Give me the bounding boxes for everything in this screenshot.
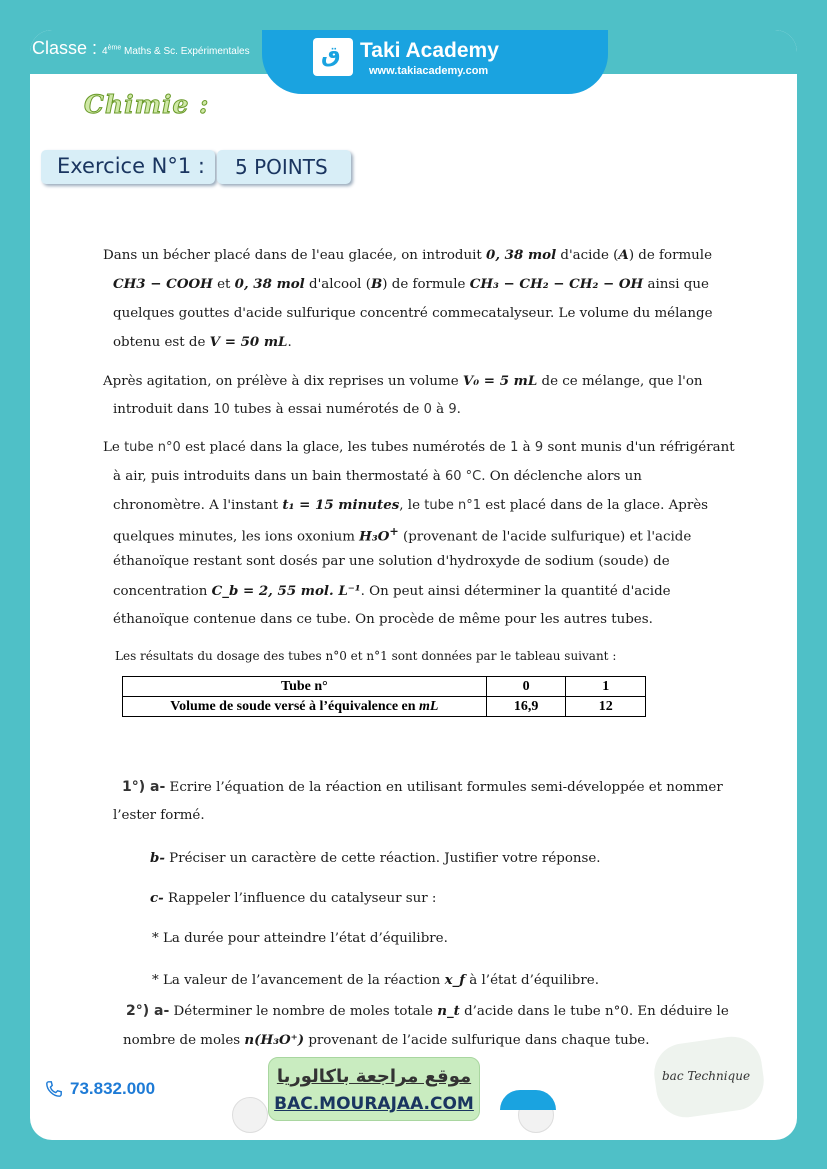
para3-line5: éthanoïque restant sont dosés par une solution d'hydroxyde de sodium (soude) de [113, 554, 670, 569]
exercise-title: Exercice N°1 : [57, 154, 205, 178]
exercise-points: 5 POINTS [235, 155, 328, 179]
table-cell: 12 [566, 697, 646, 717]
para3-line7: éthanoïque contenue dans ce tube. On procède de même pour les autres tubes. [113, 612, 653, 627]
para3-line2: à air, puis introduits dans un bain thermostaté à 60 °C. On déclenche alors un [113, 469, 642, 484]
class-label: Classe : 4ème Maths & Sc. Expérimentales [32, 38, 250, 58]
question-1c-bullet2: * La valeur de l’avancement de la réaction x_f à l’état d’équilibre. [152, 972, 599, 988]
brand-url: www.takiacademy.com [369, 65, 489, 77]
emblem-icon [232, 1097, 268, 1133]
para3-line6: concentration C_b = 2, 55 mol. L⁻¹. On peut ainsi déterminer la quantité d'acide [113, 583, 671, 599]
para1-line2: CH3 − COOH et 0, 38 mol d'alcool (B) de formule CH₃ − CH₂ − CH₂ − OH ainsi que [113, 276, 709, 292]
banner-url-link[interactable]: BAC.MOURAJAA.COM [274, 1094, 474, 1114]
para3-line8: Les résultats du dosage des tubes n°0 et n°1 sont données par le tableau suivant : [115, 649, 617, 663]
section-title: Chimie : [84, 90, 210, 119]
table-cell: 1 [566, 677, 646, 697]
phone-icon [45, 1080, 63, 1098]
para3-line3: chronomètre. A l'instant t₁ = 15 minutes, le tube n°1 est placé dans de la glace. Après [113, 497, 709, 513]
para3-line1: Le tube n°0 est placé dans la glace, les tubes numérotés de 1 à 9 sont munis d'un réfrigérant [103, 440, 735, 455]
para1-line4: obtenu est de V = 50 mL. [113, 334, 292, 350]
bac-mourajaa-banner[interactable] [268, 1057, 480, 1121]
table-cell: 16,9 [486, 697, 566, 717]
question-1c-bullet1: * La durée pour atteindre l’état d’équilibre. [152, 931, 448, 946]
question-1b: b- Préciser un caractère de cette réaction. Justifier votre réponse. [150, 850, 601, 866]
table-cell: Volume de soude versé à l’équivalence en mL [123, 697, 487, 717]
para1-line1: Dans un bécher placé dans de l'eau glacée, on introduit 0, 38 mol d'acide (A) de formule [103, 247, 712, 263]
para2-line1: Après agitation, on prélève à dix reprises un volume V₀ = 5 mL de ce mélange, que l'on [103, 373, 703, 389]
phone-number: 73.832.000 [70, 1079, 156, 1098]
para3-line4: quelques minutes, les ions oxonium H₃O+ (provenant de l'acide sulfurique) et l'acide [113, 525, 692, 545]
brand-name: Taki Academy [360, 39, 499, 62]
banner-arabic-text: موقع مراجعة باكالوريا [276, 1066, 472, 1087]
footer-tab [500, 1090, 556, 1110]
question-2a-line2: nombre de moles n(H₃O⁺) provenant de l’acide sulfurique dans chaque tube. [123, 1032, 650, 1048]
question-2a-line1: 2°) a- Déterminer le nombre de moles totale n_t d’acide dans le tube n°0. En déduire le [126, 1003, 729, 1019]
table-cell: 0 [486, 677, 566, 697]
bac-technique-text: bac Technique [662, 1069, 751, 1083]
question-1a-line2: l’ester formé. [113, 808, 205, 823]
table-cell: Tube n° [123, 677, 487, 697]
question-1a-line1: 1°) a- Ecrire l’équation de la réaction en utilisant formules semi-développée et nommer [122, 779, 723, 795]
table-row [123, 677, 646, 697]
para1-line3: quelques gouttes d'acide sulfurique concentré commecatalyseur. Le volume du mélange [113, 306, 713, 321]
table-row [123, 697, 646, 717]
results-table [122, 676, 646, 717]
para2-line2: introduit dans 10 tubes à essai numérotés de 0 à 9. [113, 402, 461, 417]
taki-logo-icon: ق [313, 38, 353, 76]
question-1c: c- Rappeler l’influence du catalyseur sur : [150, 890, 437, 906]
